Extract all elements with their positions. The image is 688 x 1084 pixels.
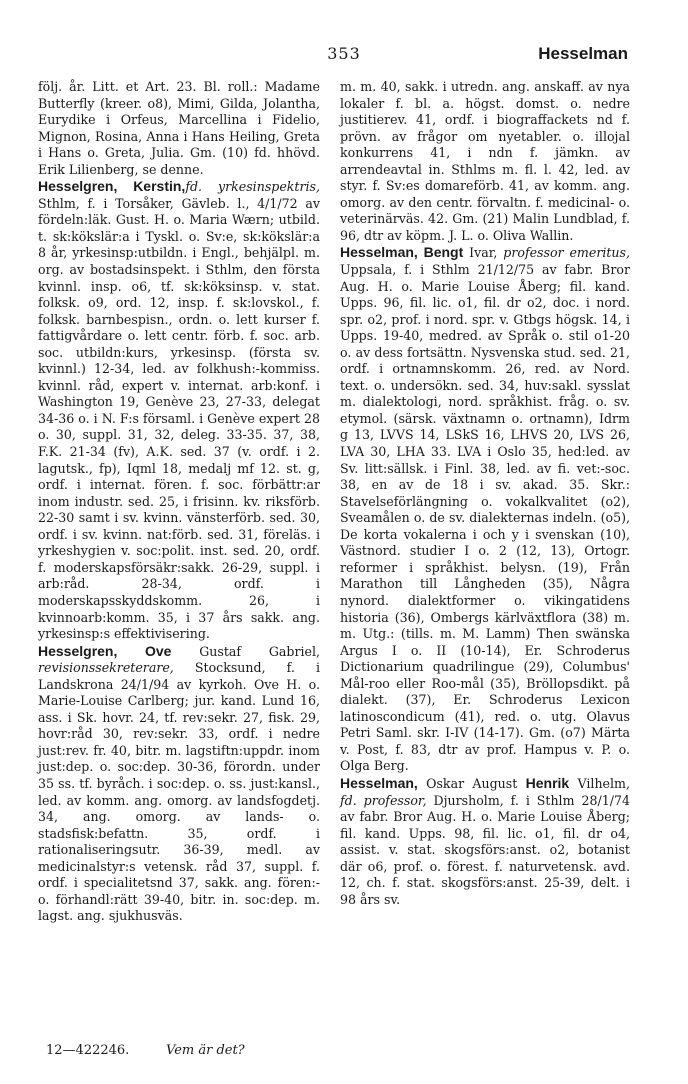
right-column bbox=[340, 79, 630, 908]
entry-headword: Hesselman, bbox=[340, 774, 418, 791]
entry-name-rest: Gustaf Gabriel, bbox=[171, 643, 320, 659]
entry-name-rest: Vilhelm, bbox=[569, 775, 630, 791]
entry-text: Stocksund, f. i Landskrona 24/1/94 av kyrkoh. Ove H. o. Marie-Louise Carlberg; jur. kand. Lund 16, ass. i Sk. hovr. 24, tf. rev:sekr. 27, fisk. 29, hovr:råd 30, rev:sekr. 33, ordf. i nedre just:rev. fr. 40, bitr. m. lagstiftn:uppdr. inom just:dep. o. soc:dep. 30-36, förordn. under 35 ss. tf. byråch. i soc:dep. o. ss. just:kansl., led. av komm. ang. omorg. av landsfogdetj. 34, ang. omorg. av lands- o. stadsfisk:befattn. 35, ordf. i rationaliseringsutr. 36-39, medl. av medicinalstyr:s vetensk. råd 37, suppl. f. ordf. i specialitetsnd 37, sakk. ang. fören:- o. förhandl:rätt 39-40, bitr. in. soc:dep. m. lagst. ang. sjukhusväs. bbox=[38, 660, 320, 924]
entry-hesselman-henrik bbox=[340, 775, 630, 908]
print-code: 12—422246. bbox=[46, 1043, 130, 1058]
footer-note: Vem är det? bbox=[166, 1043, 245, 1058]
entry-headword: Hesselgren, Kerstin, bbox=[38, 178, 186, 195]
entry-title: fd. professor, bbox=[340, 792, 427, 808]
entry-headword: Hesselgren, Ove bbox=[38, 642, 172, 659]
entry-text: Uppsala, f. i Sthlm 21/12/75 av fabr. Bror Aug. H. o. Marie Louise Åberg; fil. kand. Upps. 96, fil. lic. o1, fil. dr o2, doc. i nord. spr. o2, prof. i nord. spr. v. Gtbgs högsk. 14, i Upps. 19-40, medred. av Språk o. stil o1-20 o. av dess fortsättn. Nysvenska stud. sed. 21, ordf. i ortnamnskomm. 26, red. av Nord. text. o. undersökn. sed. 34, huv:sakl. sysslat m. dialektologi, nord. språkhist. fråg. o. sv. etymol. (särsk. växtnamn o. ortnamn), Idrm g 13, LVVS 14, LSkS 16, LHVS 20, LVS 26, LVA 30, LHA 33. LVA i Oslo 35, hed:led. av Sv. litt:sällsk. i Finl. 38, led. av fi. vet:-soc. 38, en av de 18 i sv. akad. 35. Skr.: Stavelseförlängning o. vokalkvalitet (o2), Sveamålen o. de sv. dialekternas indeln. (o5), De korta vokalerna i och y i svenskan (10), Västnord. studier I o. 2 (12, 13), Ortogr. reformer i språkhist. belysn. (19), Från Marathon till Långheden (35), Några nynord. dialektformer o. vikingatidens historia (36), Ombergs kärlväxtflora (38) m. m. Utg.: (tills. m. M. Lamm) Then swänska Argus I o. II (10-14), Er. Schroderus Dictionarium quadrilingue (29), Columbus' Mål-roo eller Roo-mål (35), Bröllopsdikt. på dialekt. (37), Er. Schroderus Lexicon latinoscondicum (41), red. o. utg. Olavus Petri Saml. skr. I-IV (14-17). Gm. (o7) Märta v. Post, f. 83, dtr av prof. Hampus v. P. o. Olga Berg. bbox=[340, 262, 630, 774]
entry-text: Sthlm, f. i Torsåker, Gävleb. l., 4/1/72 av fördeln:läk. Gust. H. o. Maria Wærn; utbild. t. sk:kökslär:a i Tyskl. o. Sv:e, sk:kökslär:a 8 år, yrkesinsp:utbildn. i Engl., behjälpl. m. org. av bostadsinspekt. i Sthlm, den första kvinnl. insp. o6, tf. sk:köksinsp. v. stat. folksk. o9, ord. 12, insp. f. sk:lovskol., f. folksk. barnbespisn., ordn. o. lett kurser f. fattigvårdare o. lett centr. förb. f. soc. arb. soc. utbildn:kurs, yrkesinsp. (första sv. kvinnl.) 12-34, led. av folkhush:-kommiss. kvinnl. råd, expert v. internat. arb:konf. i Washington 19, Genève 23, 27-33, delegat 34-36 o. i N. F:s församl. i Genève expert 28 o. 30, suppl. 31, 32, deleg. 33-35. 37, 38, F.K. 21-34 (fv), A.K. sed. 37 (v. ordf. i 2. lagutsk., fp), Iqml 18, medalj mf 12. st. g, ordf. i internat. fören. f. soc. förbättr:ar inom industr. sed. 25, i frisinn. kv. riksförb. 22-30 samt i sv. kvinn. vänsterförb. sed. 30, ordf. i sv. kvinn. nat:förb. sed. 31, föreläs. i yrkeshygien v. soc:polit. inst. sed. 20, ordf. f. moderskapsförsäkr:sakk. 26-29, suppl. i arb:råd. 28-34, ordf. i moderskapsskyddskomm. 26, i kvinnoarb:komm. 35, i 37 års sakk. ang. yrkesinsp:s effektivisering. bbox=[38, 195, 320, 642]
entry-name-mid: Oskar August bbox=[417, 775, 526, 791]
entry-hesselman-bengt bbox=[340, 244, 630, 775]
entry-title: fd. yrkesinspektris, bbox=[185, 179, 320, 195]
page-number: 353 bbox=[327, 44, 361, 63]
entry-title: revisionssekreterare, bbox=[38, 660, 174, 676]
entry-name-rest: Ivar, bbox=[463, 245, 498, 261]
entry-hesselgren-kerstin bbox=[38, 178, 320, 642]
entry-name-bold: Henrik bbox=[525, 774, 570, 791]
left-column bbox=[38, 79, 320, 925]
entry-hesselgren-ove bbox=[38, 643, 320, 925]
entry-title: professor emeritus, bbox=[503, 245, 631, 261]
running-head: Hesselman bbox=[538, 44, 628, 63]
continuation-text: följ. år. Litt. et Art. 23. Bl. roll.: Madame Butterfly (kreer. o8), Mimi, Gilda, Jolantha, Eurydike i Orfeus, Marcellina i Fidelio, Mignon, Rosina, Anna i Hans Heiling, Greta i Hans o. Greta, Julia. Gm. (10) fd. hhövd. Erik Lilienberg, se denne. bbox=[38, 79, 320, 177]
entry-text: Djursholm, f. i Sthlm 28/1/74 av fabr. Bror Aug. H. o. Marie Louise Åberg; fil. kand. Upps. 98, fil. lic. o1, fil. dr o4, assist. v. stat. skogsförs:anst. o2, botanist där o6, prof. o. förest. f. naturvetensk. avd. 12, ch. f. stat. skogsförs:anst. 25-39, delt. i 98 års sv. bbox=[340, 792, 630, 907]
entry-headword: Hesselman, Bengt bbox=[340, 244, 464, 261]
continuation-text: m. m. 40, sakk. i utredn. ang. anskaff. av nya lokaler f. bl. a. högst. domst. o. nedre justitierev. 41, ordf. i biograffackets nd f. prövn. av frågor om nyetabler. o. illojal konkurrens 41, i ndn f. jämkn. av arrendeavtal in. Sthlms m. fl. l. 42, led. av styr. f. Sv:es domareförb. 41, av komm. ang. omorg. av den centr. förvaltn. f. medicinal- o. veterinärväs. 42. Gm. (21) Malin Lundblad, f. 96, dtr av köpm. J. L. o. Oliva Wallin. bbox=[340, 79, 630, 243]
